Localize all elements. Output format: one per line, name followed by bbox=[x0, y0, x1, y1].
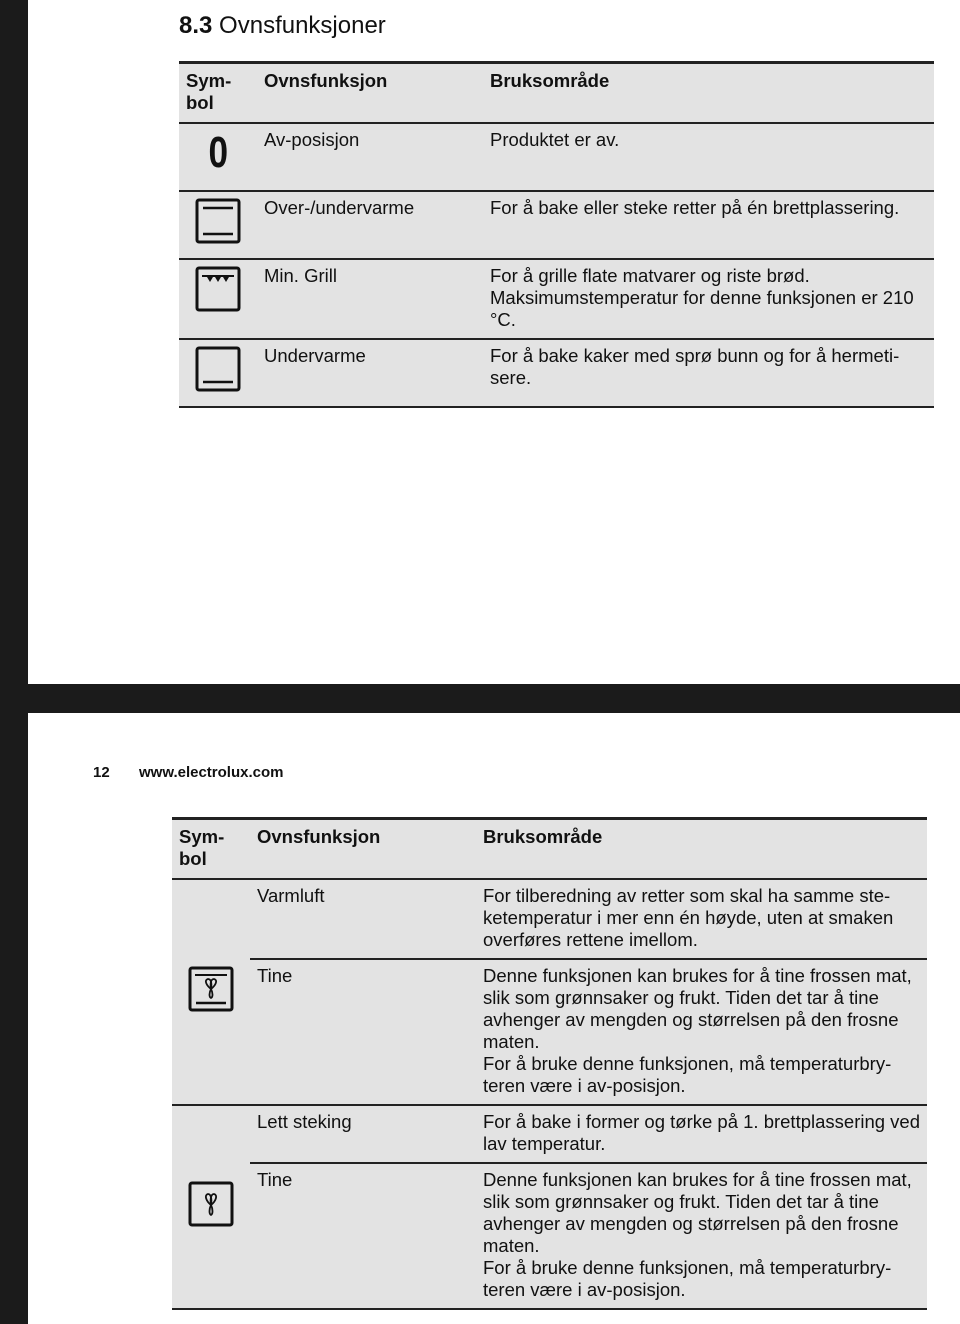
header-symbol: Sym- bol bbox=[172, 819, 250, 880]
header-usage: Bruksområde bbox=[476, 819, 927, 880]
function-cell: Varmluft bbox=[250, 879, 476, 959]
usage-cell: Denne funksjonen kan brukes for å tine frossen mat, slik som grønnsaker og frukt. Tiden det tar å tine avhenger av mengden og størrelsen på den frosne maten. For å bruke denne funksjonen, må temperaturbry-teren være i av-posisjon. bbox=[483, 1169, 912, 1300]
header-symbol: Sym- bol bbox=[179, 63, 257, 124]
usage-cell: For å bake kaker med sprø bunn og for å hermeti-sere. bbox=[490, 345, 900, 388]
min-grill-icon bbox=[194, 265, 242, 313]
off-position-icon: 0 bbox=[208, 128, 228, 177]
usage-cell: For tilberedning av retter som skal ha samme ste-ketemperatur i mer enn én høyde, uten at smaken overføres rettene imellom. bbox=[476, 879, 927, 959]
function-cell: Undervarme bbox=[264, 345, 366, 366]
function-cell: Av-posisjon bbox=[257, 123, 483, 191]
function-cell: Tine bbox=[257, 1169, 293, 1190]
page-number: 12 bbox=[93, 764, 110, 781]
symbol-cell bbox=[172, 1105, 250, 1309]
symbol-cell bbox=[179, 259, 257, 339]
function-cell: Lett steking bbox=[250, 1105, 476, 1163]
symbol-cell bbox=[179, 123, 257, 191]
top-bottom-heat-icon bbox=[194, 197, 242, 245]
symbol-cell bbox=[179, 339, 257, 407]
table-row bbox=[179, 191, 934, 259]
section-number: 8.3 bbox=[179, 12, 213, 39]
usage-cell: For å bake i former og tørke på 1. brettplassering ved lav temperatur. bbox=[476, 1105, 927, 1163]
table-row bbox=[172, 1163, 927, 1309]
usage-cell: For å grille flate matvarer og riste brød. Maksimumstemperatur for denne funksjonen er 210 °C. bbox=[483, 259, 934, 339]
manual-page-top bbox=[28, 0, 960, 684]
oven-functions-table-2 bbox=[172, 817, 927, 1310]
fan-icon bbox=[187, 1180, 235, 1228]
section-title-text: Ovnsfunksjoner bbox=[219, 12, 386, 39]
header-function: Ovnsfunksjon bbox=[257, 63, 483, 124]
fan-heat-icon bbox=[187, 965, 235, 1013]
table-row bbox=[172, 879, 927, 959]
table-row bbox=[179, 339, 934, 407]
website-link[interactable]: www.electrolux.com bbox=[139, 764, 284, 781]
usage-cell: For å bake eller steke retter på én brettplassering. bbox=[483, 191, 934, 259]
usage-cell: Produktet er av. bbox=[483, 123, 934, 191]
page-footer bbox=[93, 764, 284, 781]
table-header-row bbox=[179, 63, 934, 124]
function-cell: Over-/undervarme bbox=[257, 191, 483, 259]
table-row bbox=[172, 1105, 927, 1163]
table-row bbox=[179, 259, 934, 339]
header-usage: Bruksområde bbox=[483, 63, 934, 124]
header-function: Ovnsfunksjon bbox=[250, 819, 476, 880]
bottom-heat-icon bbox=[194, 345, 242, 393]
oven-functions-table-1 bbox=[179, 61, 934, 408]
symbol-cell bbox=[172, 879, 250, 1105]
table-row bbox=[172, 959, 927, 1105]
function-cell: Tine bbox=[250, 959, 476, 1105]
usage-cell: Denne funksjonen kan brukes for å tine frossen mat, slik som grønnsaker og frukt. Tiden det tar å tine avhenger av mengden og størrelsen på den frosne maten. For å bruke denne funksjonen, må temperaturbry-teren være i av-posisjon. bbox=[476, 959, 927, 1105]
section-title bbox=[179, 12, 386, 40]
table-row bbox=[179, 123, 934, 191]
function-cell: Min. Grill bbox=[257, 259, 483, 339]
table-header-row bbox=[172, 819, 927, 880]
manual-page-bottom bbox=[28, 713, 960, 1324]
symbol-cell bbox=[179, 191, 257, 259]
